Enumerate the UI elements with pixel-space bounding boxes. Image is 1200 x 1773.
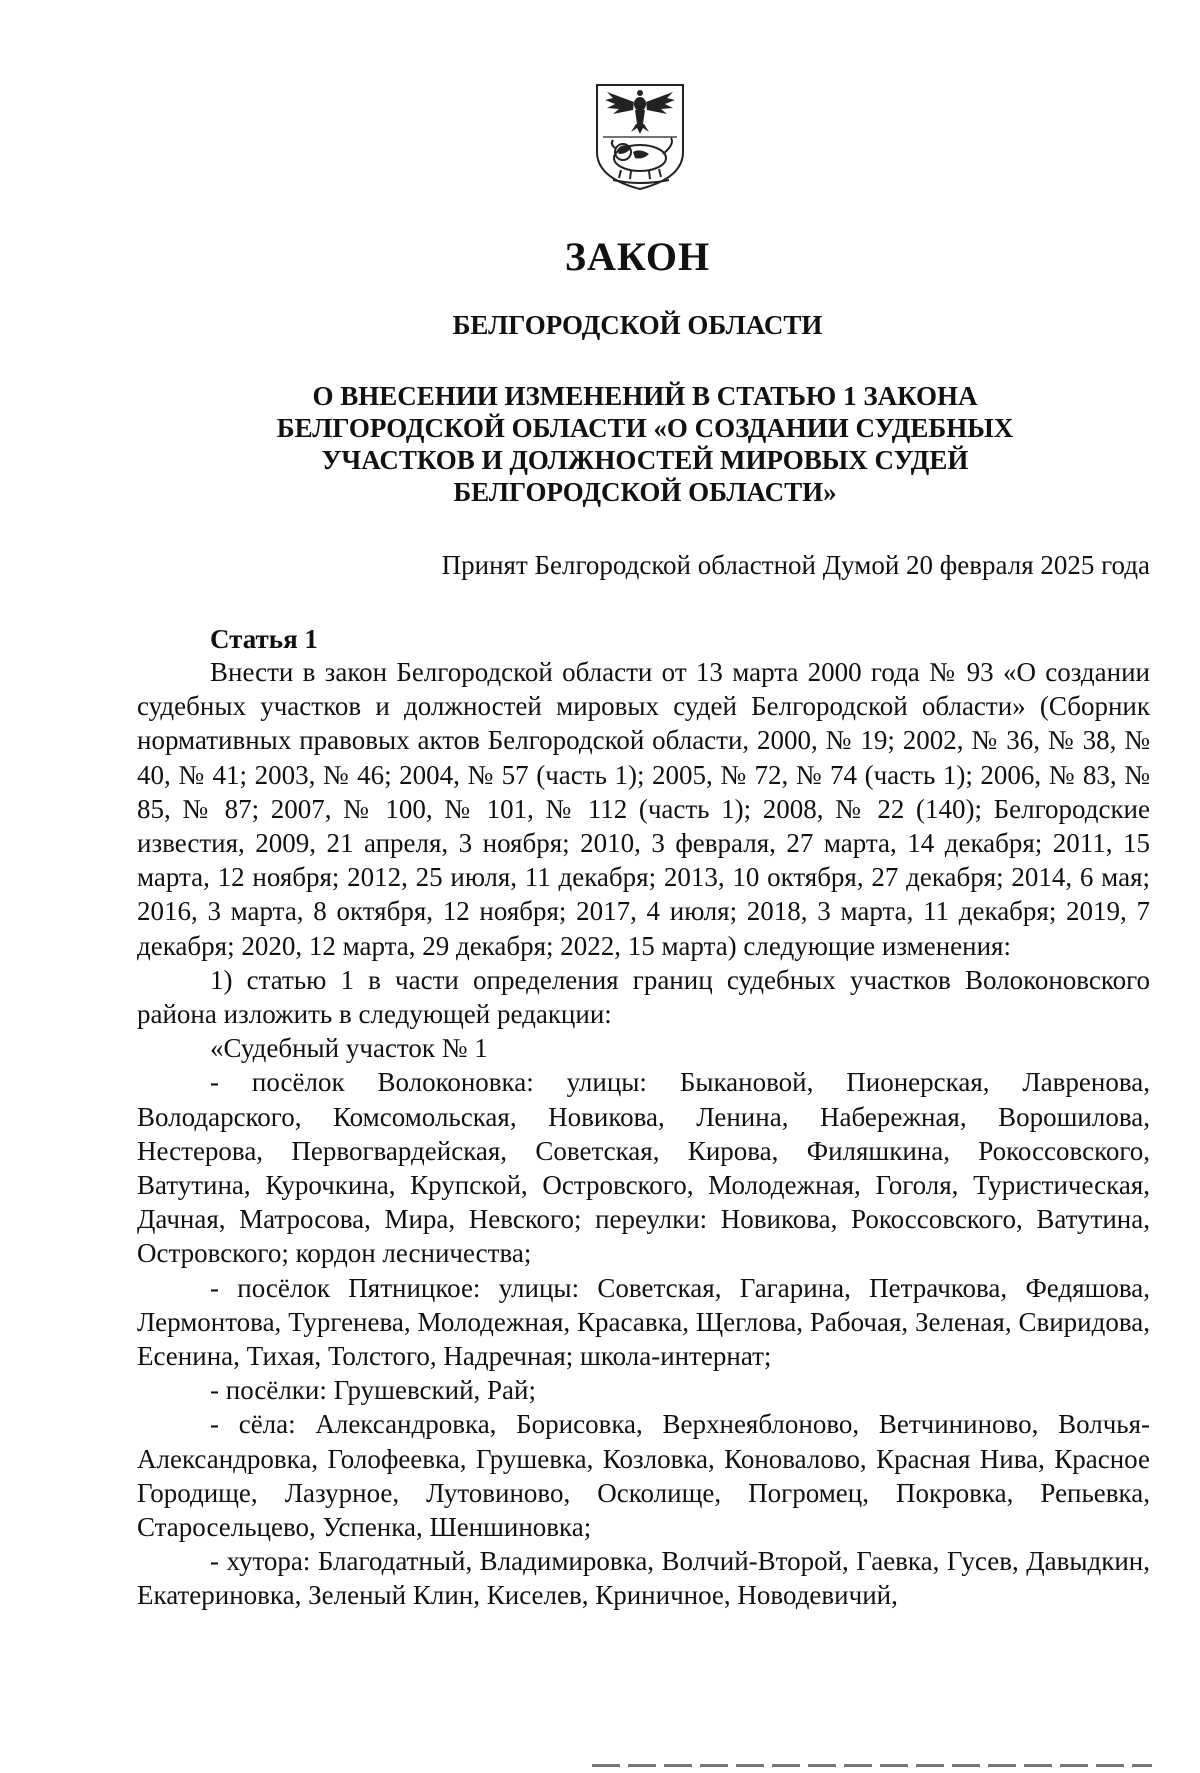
article-paragraph: - посёлки: Грушевский, Рай; xyxy=(210,1375,536,1406)
coat-of-arms-emblem xyxy=(593,82,687,192)
article-paragraph: - хутора: Благодатный, Владимировка, Волчий-Второй, Гаевка, Гусев, Давыдкин, Екатериновка, Зеленый Клин, Киселев, Криничное, Новодевичий, xyxy=(137,1546,1150,1611)
law-subject-line: УЧАСТКОВ И ДОЛЖНОСТЕЙ МИРОВЫХ СУДЕЙ xyxy=(321,445,969,475)
law-subject-line: БЕЛГОРОДСКОЙ ОБЛАСТИ «О СОЗДАНИИ СУДЕБНЫХ xyxy=(276,413,1014,443)
article-paragraph: «Судебный участок № 1 xyxy=(210,1033,488,1064)
article-paragraph: Внести в закон Белгородской области от 13 марта 2000 года № 93 «О создании судебных участков и должностей мировых судей Белгородской области» (Сборник нормативных правовых актов Белгородской области, 2000, № 19; 2002, № 36, № 38, № 40, № 41; 2003, № 46; 2004, № 57 (часть 1); 2005, № 72, № 74 (часть 1); 2006, № 83, № 85, № 87; 2007, № 100, № 101, № 112 (часть 1); 2008, № 22 (140); Белгородские известия, 2009, 21 апреля, 3 ноября; 2010, 3 февраля, 27 марта, 14 декабря; 2011, 15 марта, 12 ноября; 2012, 25 июля, 11 декабря; 2013, 10 октября, 27 декабря; 2014, 6 мая; 2016, 3 марта, 8 октября, 12 ноября; 2017, 4 июля; 2018, 3 марта, 11 декабря; 2019, 7 декабря; 2020, 12 марта, 29 декабря; 2022, 15 марта) следующие изменения: xyxy=(137,657,1150,961)
article-paragraph: 1) статью 1 в части определения границ судебных участков Волоконовского района изложить в следующей редакции: xyxy=(137,964,1150,1030)
article-heading: Статья 1 xyxy=(210,624,318,654)
document-title: ЗАКОН xyxy=(564,234,711,279)
article-body xyxy=(137,655,1150,1613)
article-paragraph: - посёлок Волоконовка: улицы: Быкановой, Пионерская, Лавренова, Володарского, Комсомольская, Новикова, Ленина, Набережная, Ворошилова, Нестерова, Первогвардейская, Советская, Кирова, Филяшкина, Рокоссовского, Ватутина, Курочкина, Крупской, Островского, Молодежная, Гоголя, Туристическая, Дачная, Матросова, Мира, Невского; переулки: Новикова, Рокоссовского, Ватутина, Островского; кордон лесничества; xyxy=(137,1067,1150,1269)
law-subject-line: О ВНЕСЕНИИ ИЗМЕНЕНИЙ В СТАТЬЮ 1 ЗАКОНА xyxy=(312,381,978,411)
article-paragraph: - сёла: Александровка, Борисовка, Верхнеяблоново, Ветчининово, Волчья-Александровка, Голофеевка, Грушевка, Козловка, Коновалово, Красная Нива, Красное Городище, Лазурное, Лутовиново, Осколище, Погромец, Покровка, Репьевка, Старосельцево, Успенка, Шеншиновка; xyxy=(137,1409,1150,1543)
law-subject xyxy=(230,380,1060,508)
law-subject-line: БЕЛГОРОДСКОЙ ОБЛАСТИ» xyxy=(453,477,837,507)
page-bottom-divider xyxy=(592,1764,1152,1767)
adoption-note: Принят Белгородской областной Думой 20 февраля 2025 года xyxy=(441,550,1150,580)
region-name: БЕЛГОРОДСКОЙ ОБЛАСТИ xyxy=(452,310,823,340)
article-paragraph: - посёлок Пятницкое: улицы: Советская, Гагарина, Петрачкова, Федяшова, Лермонтова, Тургенева, Молодежная, Красавка, Щеглова, Рабочая, Зеленая, Свиридова, Есенина, Тихая, Толстого, Надречная; школа-интернат; xyxy=(137,1272,1150,1372)
